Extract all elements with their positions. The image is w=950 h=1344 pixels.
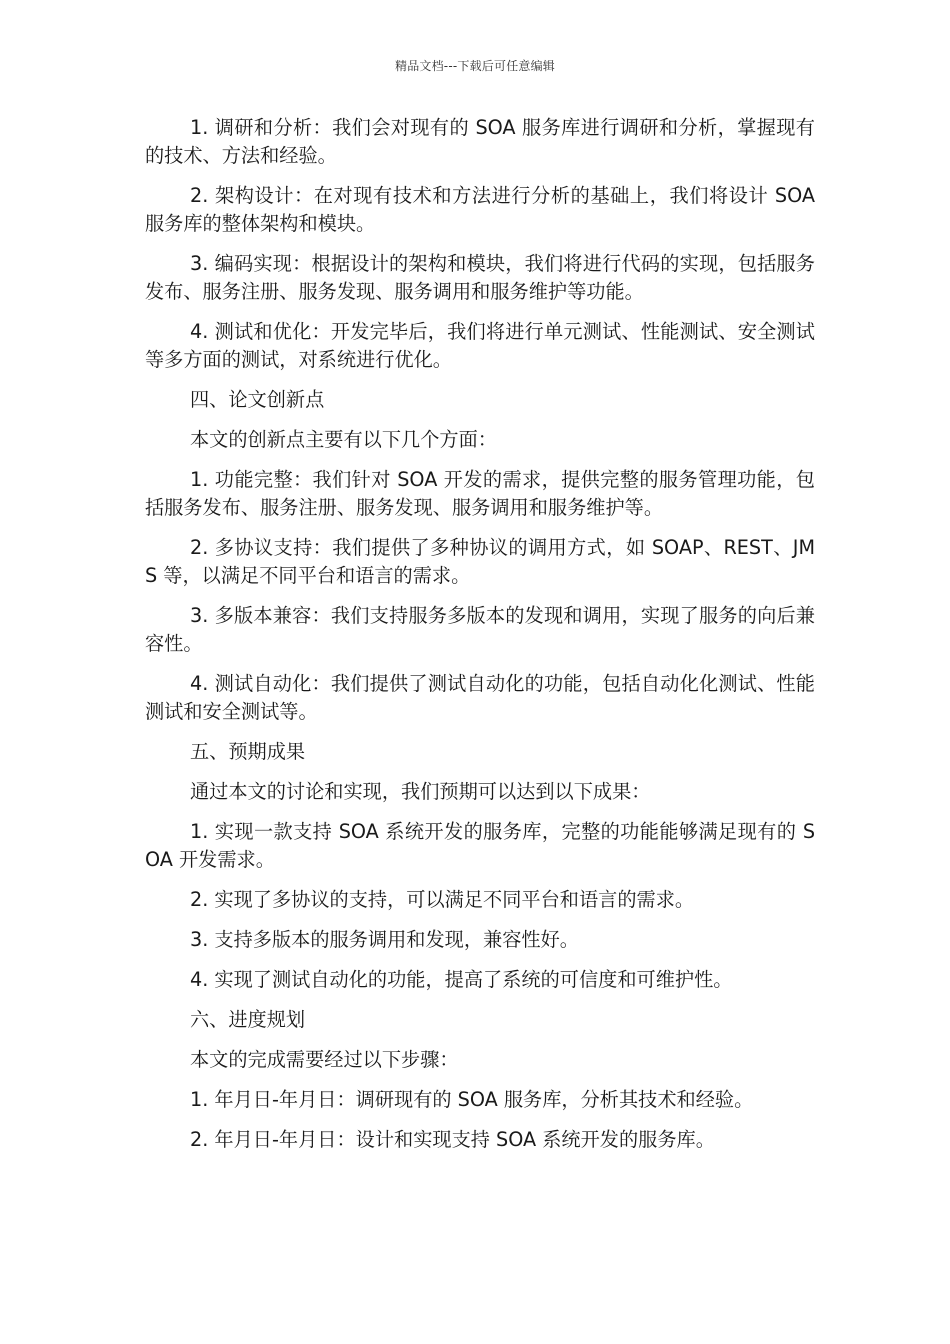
paragraph-coding-implementation: 3. 编码实现：根据设计的架构和模块，我们将进行代码的实现，包括服务发布、服务注册、服务发现、服务调用和服务维护等功能。 [145,252,815,303]
paragraph-architecture-design: 2. 架构设计：在对现有技术和方法进行分析的基础上，我们将设计 SOA 服务库的整体架构和模块。 [145,184,815,235]
document-body [145,114,815,1166]
paragraph-test-automation: 4. 测试自动化：我们提供了测试自动化的功能，包括自动化化测试、性能测试和安全测试等。 [145,672,815,723]
paragraph-complete-features: 1. 功能完整：我们针对 SOA 开发的需求，提供完整的服务管理功能，包括服务发布、服务注册、服务发现、服务调用和服务维护等。 [145,468,815,519]
paragraph-multi-version: 3. 多版本兼容：我们支持服务多版本的发现和调用，实现了服务的向后兼容性。 [145,604,815,655]
paragraph-schedule-step-2: 2. 年月日-年月日：设计和实现支持 SOA 系统开发的服务库。 [190,1128,715,1151]
paragraph-result-3: 3. 支持多版本的服务调用和发现，兼容性好。 [190,928,579,951]
paragraph-result-4: 4. 实现了测试自动化的功能，提高了系统的可信度和可维护性。 [190,968,733,991]
paragraph-research-analysis: 1. 调研和分析：我们会对现有的 SOA 服务库进行调研和分析，掌握现有的技术、方法和经验。 [145,116,815,167]
section-heading-schedule: 六、进度规划 [190,1008,306,1031]
paragraph-innovation-intro: 本文的创新点主要有以下几个方面： [190,428,497,451]
paragraph-result-1: 1. 实现一款支持 SOA 系统开发的服务库，完整的功能能够满足现有的 SOA 开发需求。 [145,820,815,871]
section-heading-innovation: 四、论文创新点 [190,388,325,411]
page-header: 精品文档---下载后可任意编辑 [395,59,555,73]
paragraph-schedule-intro: 本文的完成需要经过以下步骤： [190,1048,459,1071]
section-heading-expected-results: 五、预期成果 [190,740,306,763]
paragraph-schedule-step-1: 1. 年月日-年月日：调研现有的 SOA 服务库，分析其技术和经验。 [190,1088,754,1111]
paragraph-result-2: 2. 实现了多协议的支持，可以满足不同平台和语言的需求。 [190,888,695,911]
paragraph-results-intro: 通过本文的讨论和实现，我们预期可以达到以下成果： [190,780,651,803]
paragraph-testing-optimization: 4. 测试和优化：开发完毕后，我们将进行单元测试、性能测试、安全测试等多方面的测试，对系统进行优化。 [145,320,815,371]
paragraph-multi-protocol: 2. 多协议支持：我们提供了多种协议的调用方式，如 SOAP、REST、JMS 等，以满足不同平台和语言的需求。 [145,536,815,587]
